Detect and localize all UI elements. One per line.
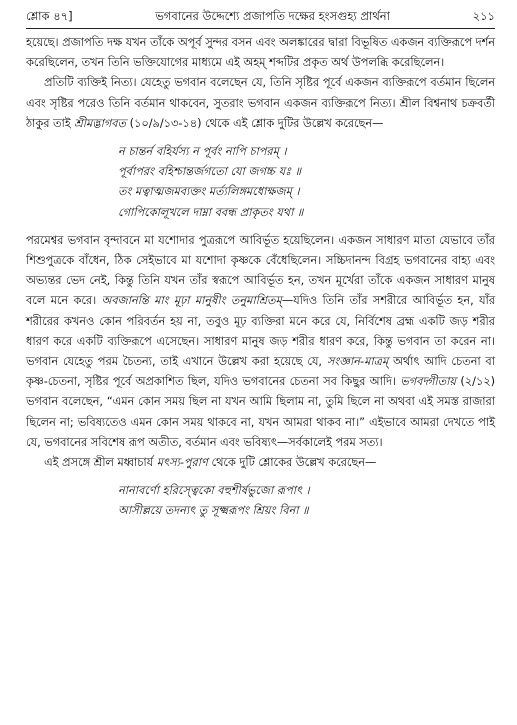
verse-line: তং মত্বাত্মজমব্যক্তং মর্ত্যলিঙ্গমধোক্ষজম্ । (118, 185, 300, 199)
verse-block-2 (26, 481, 495, 521)
verse-line: পূর্বাপরং বহিশ্চান্তর্জগতো যো জগচ্চ যঃ ॥ (118, 165, 302, 179)
gita-quote: অবজানন্তি মাং মূঢ়া মানুষীং তনুমাশ্রিতম্ (101, 294, 282, 308)
header-chapter-title: ভগবানের উদ্দেশ্যে প্রজাপতি দক্ষের হংসগুহ্য প্রার্থনা (155, 9, 390, 23)
paragraph-3-text-1: পরমেশ্বর ভগবান বৃন্দাবনে মা যশোদার পুত্ররূপে আবির্ভূত হয়েছিলেন। একজন সাধারণ মাতা যেভাবে তাঁর শিশুপুত্রকে বাঁধেন, ঠিক সেইভাবে মা যশোদা কৃষ্ণকে বেঁধেছিলেন। সচ্চিদানন্দ বিগ্রহ ভগবানের বাহ্য এবং অভ্যন্তর ভেদ নেই, কিন্তু তিনি যখন তাঁর স্বরূপে আবির্ভূত হন, তখন মূর্খেরা তাঁকে একজন সাধারণ মানুষ বলে মনে করে। (26, 233, 495, 308)
verse-line: ন চান্তর্ন বহির্যস্য ন পূর্বং নাপি চাপরম্ । (118, 145, 287, 159)
paragraph-1-text: হয়েছে। প্রজাপতি দক্ষ যখন তাঁকে অপূর্ব সুন্দর বসন এবং অলঙ্কারের দ্বারা বিভূষিত একজন ব্যক্তিরূপে দর্শন করেছিলেন, তখন তিনি ভক্তিযোগের মাধ্যমে এই অহম্ শব্দটির প্রকৃত অর্থ উপলব্ধি করেছিলেন। (26, 36, 495, 70)
paragraph-3 (26, 231, 495, 453)
book-title-matsya-purana: মৎস্য-পুরাণ (156, 456, 208, 470)
header-rule (26, 28, 495, 29)
paragraph-4-text-2: থেকে দুটি শ্লোকের উল্লেখ করেছেন— (207, 456, 377, 470)
paragraph-3-text-3: অর্থাৎ আদি চেতনা বা কৃষ্ণ-চেতনা, সৃষ্টির পূর্বে অপ্রকাশিত ছিল, যদিও ভগবানের চেতনা সব কিছুর আদি। (26, 355, 495, 389)
paragraph-1 (26, 33, 495, 73)
book-title-gita: ভগবদ্গীতায় (400, 375, 457, 389)
paragraph-2 (26, 73, 495, 134)
paragraph-3-text-4: (২/১২) ভগবান বলেছেন, “এমন কোন সময় ছিল না যখন আমি ছিলাম না, তুমি ছিলে না অথবা এই সমস্ত রাজারা ছিলেন না; ভবিষ্যতেও এমন কোন সময় থাকবে না, যখন আমরা থাকব না।” এইভাবে আমরা দেখতে পাই যে, ভগবানের সবিশেষ রূপ অতীত, বর্তমান এবং ভবিষ্যৎ—সর্বকালেই পরম সত্য। (26, 375, 495, 449)
paragraph-4-text-1: এই প্রসঙ্গে শ্রীল মধ্বাচার্য (44, 456, 157, 470)
paragraph-3-text-2: —যদিও তিনি তাঁর সশরীরে আবির্ভূত হন, যাঁর শরীরের কখনও কোন পরিবর্তন হয় না, তবুও মূঢ় ব্যক্তিরা মনে করে যে, নির্বিশেষ ব্রহ্ম একটি জড় শরীর ধারণ করে একটি ব্যক্তিরূপে এসেছেন। সাধারণ মানুষ জড় শরীর ধারণ করে, কিন্তু ভগবান তা করেন না। ভগবান যেহেতু পরম চৈতন্য, তাই এখানে উল্লেখ করা হয়েছে যে, (26, 294, 495, 369)
verse-block-1 (26, 142, 495, 223)
book-title-bhagavatam: শ্রীমদ্ভাগবত (74, 116, 127, 130)
header-verse-ref: শ্লোক ৪৭] (26, 9, 73, 23)
verse-line: আসীল্লয়ে তদন্যৎ তু সূক্ষ্মরূপং শ্রিয়ং বিনা ॥ (118, 504, 309, 518)
running-header (26, 6, 495, 26)
paragraph-2-text-b: (১০/৯/১৩-১৪) থেকে এই শ্লোক দুটির উল্লেখ করেছেন— (126, 116, 384, 130)
term-samjnana-matram: সংজ্ঞান-মাত্রম্ (326, 355, 389, 369)
verse-line: গোপিকোলূখলে দাম্না ববন্ধ প্রাকৃতং যথা ॥ (118, 205, 304, 219)
page-number: ২১১ (472, 9, 495, 23)
paragraph-2-text-a: প্রতিটি ব্যক্তিই নিত্য। যেহেতু ভগবান বলেছেন যে, তিনি সৃষ্টির পূর্বে একজন ব্যক্তিরূপে বর্তমান ছিলেন এবং সৃষ্টির পরেও তিনি বর্তমান থাকবেন, সুতরাং ভগবান একজন ব্যক্তিরূপে নিত্য। শ্রীল বিশ্বনাথ চক্রবর্তী ঠাকুর তাই (26, 76, 495, 130)
paragraph-4 (26, 453, 495, 473)
verse-line: নানাবর্ণো হরিস্ত্বেকো বহুশীর্ষভুজো রূপাৎ । (118, 484, 310, 498)
